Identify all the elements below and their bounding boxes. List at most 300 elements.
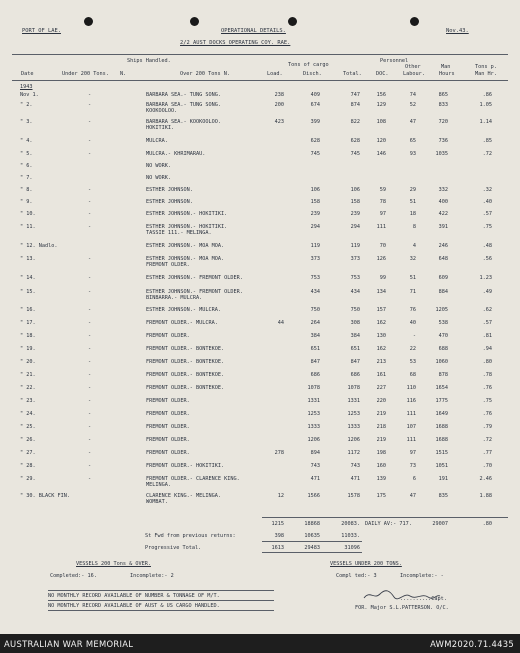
total-total: 20083.	[341, 521, 360, 527]
cell-rate: .72	[482, 437, 492, 443]
cell-under: -	[88, 256, 92, 262]
cell-doc: 97	[379, 211, 386, 217]
cell-hours: 1688	[435, 437, 448, 443]
col-header-personnel: Personnel	[380, 58, 409, 64]
cell-doc: 70	[379, 243, 386, 249]
cell-doc: 220	[376, 398, 386, 404]
cell-over: ESTHER JOHNSON.- FREMONT OLDER.	[146, 275, 243, 281]
cell-over: ESTHER JOHNSON.- HOKITIKI.	[146, 224, 228, 230]
cell-other: 52	[409, 102, 416, 108]
cell-under: -	[88, 437, 92, 443]
table-row	[0, 92, 520, 99]
cell-date: " 9.	[20, 199, 33, 205]
cell-rate: .32	[482, 187, 492, 193]
signature-capt: ..........Capt.	[400, 596, 447, 602]
cell-date: " 21.	[20, 372, 36, 378]
cell-date: " 11.	[20, 224, 36, 230]
cell-total: 1078	[347, 385, 360, 391]
col-header-ships-handled: Ships Handled.	[127, 58, 171, 64]
table-row	[0, 163, 520, 170]
cell-over-line2: WOMBAT.	[146, 499, 168, 505]
cell-under: -	[88, 275, 92, 281]
cell-doc: 126	[376, 256, 386, 262]
cell-rate: .56	[482, 256, 492, 262]
total-disch: 18868	[304, 521, 320, 527]
cell-date: " 5.	[20, 151, 33, 157]
cell-rate: .57	[482, 211, 492, 217]
col-header-total: Total.	[343, 71, 362, 77]
cell-load: 423	[274, 119, 284, 125]
cell-date: " 2.	[20, 102, 33, 108]
cell-other: 76	[409, 307, 416, 313]
cell-hours: 1035	[435, 151, 448, 157]
table-row	[0, 450, 520, 457]
cell-total: 158	[350, 199, 360, 205]
cell-hours: 835	[438, 493, 448, 499]
cell-date: " 18.	[20, 333, 36, 339]
cell-over: CLARENCE KING.- MELINGA.	[146, 493, 221, 499]
header-rule	[12, 80, 508, 81]
cell-hours: 391	[438, 224, 448, 230]
previous-rule	[262, 541, 362, 542]
progressive-label: Progressive Total.	[145, 545, 202, 551]
cell-hours: 1060	[435, 359, 448, 365]
previous-label: St Fwd from previous returns:	[145, 533, 236, 539]
table-row	[0, 424, 520, 431]
cell-date: " 25.	[20, 424, 36, 430]
table-row	[0, 463, 520, 470]
cell-over-line2: HOKITIKI.	[146, 125, 175, 131]
punch-hole-icon	[410, 17, 419, 26]
cell-rate: .80	[482, 359, 492, 365]
cell-disch: 471	[310, 476, 320, 482]
cell-under: -	[88, 398, 92, 404]
cell-other: 6	[412, 476, 416, 482]
cell-disch: 753	[310, 275, 320, 281]
cell-over: FREMONT OLDER.	[146, 333, 190, 339]
cell-total: 847	[350, 359, 360, 365]
cell-total: 471	[350, 476, 360, 482]
col-header-tons-cargo: Tons of cargo	[288, 62, 329, 68]
cell-rate: .85	[482, 138, 492, 144]
cell-over: BARBARA SEA.- KOOKOOLOO.	[146, 119, 221, 125]
note-rule-top	[48, 590, 274, 591]
cell-total: 434	[350, 289, 360, 295]
cell-load: 44	[277, 320, 284, 326]
cell-over: FREMONT OLDER.- BONTEKOE.	[146, 372, 225, 378]
cell-other: 29	[409, 187, 416, 193]
cell-disch: 119	[310, 243, 320, 249]
cell-under: -	[88, 346, 92, 352]
table-row	[0, 307, 520, 314]
cell-under: -	[88, 211, 92, 217]
cell-date: " 26.	[20, 437, 36, 443]
cell-doc: 129	[376, 102, 386, 108]
table-row	[0, 385, 520, 392]
cell-total: 874	[350, 102, 360, 108]
cell-doc: 78	[379, 199, 386, 205]
signature-for: FOR. Major S.L.PATTERSON. O/C.	[355, 605, 449, 611]
cell-doc: 175	[376, 493, 386, 499]
cell-hours: 191	[438, 476, 448, 482]
cell-disch: 399	[310, 119, 320, 125]
cell-other: 18	[409, 211, 416, 217]
cell-total: 1253	[347, 411, 360, 417]
cell-doc: 120	[376, 138, 386, 144]
cell-total: 753	[350, 275, 360, 281]
cell-total: 747	[350, 92, 360, 98]
table-row	[0, 119, 520, 131]
table-row	[0, 187, 520, 194]
cell-rate: .79	[482, 424, 492, 430]
total-hours: 29007	[432, 521, 448, 527]
document-subtitle: 2/2 AUST DOCKS OPERATING COY. RAE.	[180, 40, 291, 46]
cell-over: ESTHER JOHNSON.	[146, 187, 193, 193]
table-row	[0, 199, 520, 206]
cell-over: MULCRA.- KHRIMARAU.	[146, 151, 206, 157]
cell-doc: 213	[376, 359, 386, 365]
cell-rate: .62	[482, 307, 492, 313]
cell-disch: 651	[310, 346, 320, 352]
cell-disch: 239	[310, 211, 320, 217]
cell-rate: 1.88	[479, 493, 492, 499]
table-row	[0, 243, 520, 250]
cell-rate: 1.14	[479, 119, 492, 125]
cell-disch: 628	[310, 138, 320, 144]
cell-date: " 24.	[20, 411, 36, 417]
cell-disch: 373	[310, 256, 320, 262]
table-row	[0, 493, 520, 505]
previous-total: 11033.	[341, 533, 360, 539]
cell-date: " 29.	[20, 476, 36, 482]
table-row	[0, 372, 520, 379]
cell-hours: 720	[438, 119, 448, 125]
cell-under: -	[88, 187, 92, 193]
table-row	[0, 138, 520, 145]
cell-date: " 6.	[20, 163, 33, 169]
previous-disch: 10635	[304, 533, 320, 539]
cell-hours: 538	[438, 320, 448, 326]
cell-rate: .75	[482, 224, 492, 230]
total-rate: .80	[482, 521, 492, 527]
table-row	[0, 211, 520, 218]
cell-other: 22	[409, 346, 416, 352]
cell-rate: 1.23	[479, 275, 492, 281]
summary-over-incomplete: Incomplete:- 2	[130, 573, 174, 579]
cell-load: 278	[274, 450, 284, 456]
progressive-rule	[262, 552, 362, 553]
cell-over: FREMONT OLDER.	[146, 424, 190, 430]
cell-date: " 30. BLACK FIN.	[20, 493, 70, 499]
cell-doc: 160	[376, 463, 386, 469]
table-row	[0, 320, 520, 327]
cell-over: ESTHER JOHNSON.- MOA MOA.	[146, 243, 225, 249]
cell-date: " 22.	[20, 385, 36, 391]
cell-over-line2: BINBARRA.- MULCRA.	[146, 295, 203, 301]
cell-disch: 1253	[307, 411, 320, 417]
cell-disch: 434	[310, 289, 320, 295]
cell-doc: 59	[379, 187, 386, 193]
month-label: Nov.43.	[446, 28, 469, 34]
port-label: PORT OF LAE.	[22, 28, 61, 34]
col-header-under-n: N.	[120, 71, 127, 77]
cell-other: 51	[409, 199, 416, 205]
cell-rate: .86	[482, 92, 492, 98]
document-title: OPERATIONAL DETAILS.	[221, 28, 286, 34]
cell-over: ESTHER JOHNSON.- HOKITIKI.	[146, 211, 228, 217]
cell-rate: .49	[482, 289, 492, 295]
table-row	[0, 359, 520, 366]
note-rule-bottom	[48, 610, 274, 611]
table-row	[0, 102, 520, 114]
punch-hole-icon	[190, 17, 199, 26]
cell-hours: 833	[438, 102, 448, 108]
cell-load: 238	[274, 92, 284, 98]
cell-doc: 108	[376, 119, 386, 125]
cell-disch: 743	[310, 463, 320, 469]
cell-under: -	[88, 424, 92, 430]
cell-total: 628	[350, 138, 360, 144]
cell-other: 111	[406, 437, 416, 443]
cell-over: BARBARA SEA.- TUNG SONG.	[146, 92, 221, 98]
cell-hours: 1205	[435, 307, 448, 313]
cell-hours: 688	[438, 346, 448, 352]
cell-hours: 1654	[435, 385, 448, 391]
cell-doc: 134	[376, 289, 386, 295]
summary-under-completed: Compl ted:- 3	[336, 573, 377, 579]
cell-over: FREMONT OLDER.	[146, 450, 190, 456]
cell-date: Nov 1.	[20, 92, 39, 98]
summary-under-title: VESSELS UNDER 200 TONS.	[330, 561, 402, 567]
punch-hole-icon	[288, 17, 297, 26]
cell-disch: 106	[310, 187, 320, 193]
cell-doc: 161	[376, 372, 386, 378]
table-row	[0, 275, 520, 282]
table-row	[0, 333, 520, 340]
cell-total: 651	[350, 346, 360, 352]
cell-doc: 218	[376, 424, 386, 430]
col-header-other: Other	[405, 64, 421, 70]
cell-date: " 14.	[20, 275, 36, 281]
cell-load: 200	[274, 102, 284, 108]
cell-rate: .57	[482, 320, 492, 326]
table-row	[0, 437, 520, 444]
cell-over: MULCRA.	[146, 138, 168, 144]
total-load: 1215	[271, 521, 284, 527]
cell-total: 686	[350, 372, 360, 378]
footer-institution: AUSTRALIAN WAR MEMORIAL	[4, 639, 134, 649]
cell-total: 308	[350, 320, 360, 326]
cell-other: 68	[409, 372, 416, 378]
cell-disch: 1206	[307, 437, 320, 443]
cell-other: 73	[409, 463, 416, 469]
cell-under: -	[88, 307, 92, 313]
cell-disch: 750	[310, 307, 320, 313]
cell-date: " 15.	[20, 289, 36, 295]
cell-other: 32	[409, 256, 416, 262]
col-header-man: Man	[441, 64, 451, 70]
cell-total: 743	[350, 463, 360, 469]
cell-total: 106	[350, 187, 360, 193]
cell-disch: 686	[310, 372, 320, 378]
note-1: NO MONTHLY RECORD AVAILABLE OF NUMBER & TONNAGE OF M/T.	[48, 593, 220, 599]
cell-total: 294	[350, 224, 360, 230]
cell-date: " 10.	[20, 211, 36, 217]
cell-doc: 111	[376, 224, 386, 230]
cell-hours: 865	[438, 92, 448, 98]
progressive-load: 1613	[271, 545, 284, 551]
cell-over: ESTHER JOHNSON.	[146, 199, 193, 205]
cell-under: -	[88, 333, 92, 339]
cell-under: -	[88, 119, 92, 125]
cell-total: 119	[350, 243, 360, 249]
cell-rate: .78	[482, 372, 492, 378]
cell-disch: 745	[310, 151, 320, 157]
cell-hours: 246	[438, 243, 448, 249]
cell-hours: 884	[438, 289, 448, 295]
cell-doc: 219	[376, 411, 386, 417]
punch-hole-icon	[84, 17, 93, 26]
cell-other: 53	[409, 359, 416, 365]
cell-under: -	[88, 92, 92, 98]
cell-date: " 8.	[20, 187, 33, 193]
table-top-rule	[12, 54, 508, 55]
cell-over: ESTHER JOHNSON.- FREMONT OLDER.	[146, 289, 243, 295]
daily-average: DAILY AV:- 717.	[365, 521, 412, 527]
cell-rate: .76	[482, 411, 492, 417]
cell-rate: .81	[482, 333, 492, 339]
table-row	[0, 346, 520, 353]
summary-over-completed: Completed:- 16.	[50, 573, 97, 579]
cell-other: 97	[409, 450, 416, 456]
cell-over: FREMONT OLDER.	[146, 437, 190, 443]
cell-total: 1172	[347, 450, 360, 456]
cell-total: 239	[350, 211, 360, 217]
cell-other: 116	[406, 398, 416, 404]
cell-over: FREMONT OLDER.	[146, 411, 190, 417]
table-row	[0, 289, 520, 301]
cell-doc: 162	[376, 346, 386, 352]
cell-doc: 157	[376, 307, 386, 313]
cell-disch: 894	[310, 450, 320, 456]
cell-rate: .75	[482, 398, 492, 404]
cell-over: FREMONT OLDER.- BONTEKOE.	[146, 385, 225, 391]
cell-other: 8	[412, 224, 416, 230]
cell-disch: 1331	[307, 398, 320, 404]
cell-doc: 139	[376, 476, 386, 482]
previous-load: 398	[274, 533, 284, 539]
cell-over: FREMONT OLDER.- HOKITIKI.	[146, 463, 225, 469]
cell-hours: 1051	[435, 463, 448, 469]
cell-other: 4	[412, 243, 416, 249]
cell-disch: 294	[310, 224, 320, 230]
col-header-over: Over 200 Tons N.	[180, 71, 230, 77]
table-row	[0, 476, 520, 488]
cell-total: 1578	[347, 493, 360, 499]
cell-over-line2: FREMONT OLDER.	[146, 262, 190, 268]
cell-rate: 1.05	[479, 102, 492, 108]
cell-under: -	[88, 102, 92, 108]
col-header-date: Date	[21, 71, 34, 77]
col-header-disch: Disch.	[303, 71, 322, 77]
cell-under: -	[88, 199, 92, 205]
cell-other: 93	[409, 151, 416, 157]
cell-rate: .72	[482, 151, 492, 157]
cell-doc: 227	[376, 385, 386, 391]
cell-disch: 674	[310, 102, 320, 108]
cell-under: -	[88, 224, 92, 230]
cell-over: FREMONT OLDER.- MULCRA.	[146, 320, 218, 326]
cell-date: " 3.	[20, 119, 33, 125]
cell-date: " 4.	[20, 138, 33, 144]
cell-over: BARBARA SEA.- TUNG SONG.	[146, 102, 221, 108]
cell-doc: 198	[376, 450, 386, 456]
cell-date: " 27.	[20, 450, 36, 456]
cell-doc: 99	[379, 275, 386, 281]
archive-footer	[0, 634, 520, 653]
cell-hours: 332	[438, 187, 448, 193]
cell-other: 51	[409, 275, 416, 281]
cell-date: " 16.	[20, 307, 36, 313]
cell-disch: 1078	[307, 385, 320, 391]
cell-over: ESTHER JOHNSON.- MOA MOA.	[146, 256, 225, 262]
summary-over-title: VESSELS 200 Tons & OVER.	[76, 561, 151, 567]
note-rule-mid	[48, 600, 274, 601]
cell-doc: 156	[376, 92, 386, 98]
col-header-under: Under 200 Tons.	[62, 71, 109, 77]
cell-disch: 158	[310, 199, 320, 205]
cell-hours: 878	[438, 372, 448, 378]
cell-total: 373	[350, 256, 360, 262]
cell-total: 1331	[347, 398, 360, 404]
cell-rate: 2.46	[479, 476, 492, 482]
cell-over: NO WORK.	[146, 175, 171, 181]
table-row	[0, 151, 520, 158]
cell-hours: 1515	[435, 450, 448, 456]
cell-over: FREMONT OLDER.- CLARENCE KING.	[146, 476, 240, 482]
cell-over-line2: KOOKOOLOO.	[146, 108, 178, 114]
cell-doc: 219	[376, 437, 386, 443]
col-header-load: Load.	[267, 71, 283, 77]
cell-disch: 264	[310, 320, 320, 326]
cell-other: 110	[406, 385, 416, 391]
table-row	[0, 398, 520, 405]
cell-rate: .77	[482, 450, 492, 456]
cell-doc: 146	[376, 151, 386, 157]
cell-rate: .48	[482, 243, 492, 249]
cell-over: FREMONT OLDER.- BONTEKOE.	[146, 359, 225, 365]
cell-other: 111	[406, 411, 416, 417]
cell-total: 822	[350, 119, 360, 125]
col-header-man-hr: Man Hr.	[475, 71, 497, 77]
table-row	[0, 175, 520, 182]
cell-other: 47	[409, 493, 416, 499]
cell-other: 74	[409, 92, 416, 98]
cell-rate: .76	[482, 385, 492, 391]
cell-total: 1333	[347, 424, 360, 430]
cell-hours: 1775	[435, 398, 448, 404]
totals-rule	[262, 517, 508, 518]
cell-under: -	[88, 138, 92, 144]
cell-under: -	[88, 450, 92, 456]
cell-total: 1206	[347, 437, 360, 443]
cell-total: 745	[350, 151, 360, 157]
cell-under: -	[88, 359, 92, 365]
cell-date: " 17.	[20, 320, 36, 326]
cell-disch: 1333	[307, 424, 320, 430]
cell-date: " 7.	[20, 175, 33, 181]
cell-total: 750	[350, 307, 360, 313]
